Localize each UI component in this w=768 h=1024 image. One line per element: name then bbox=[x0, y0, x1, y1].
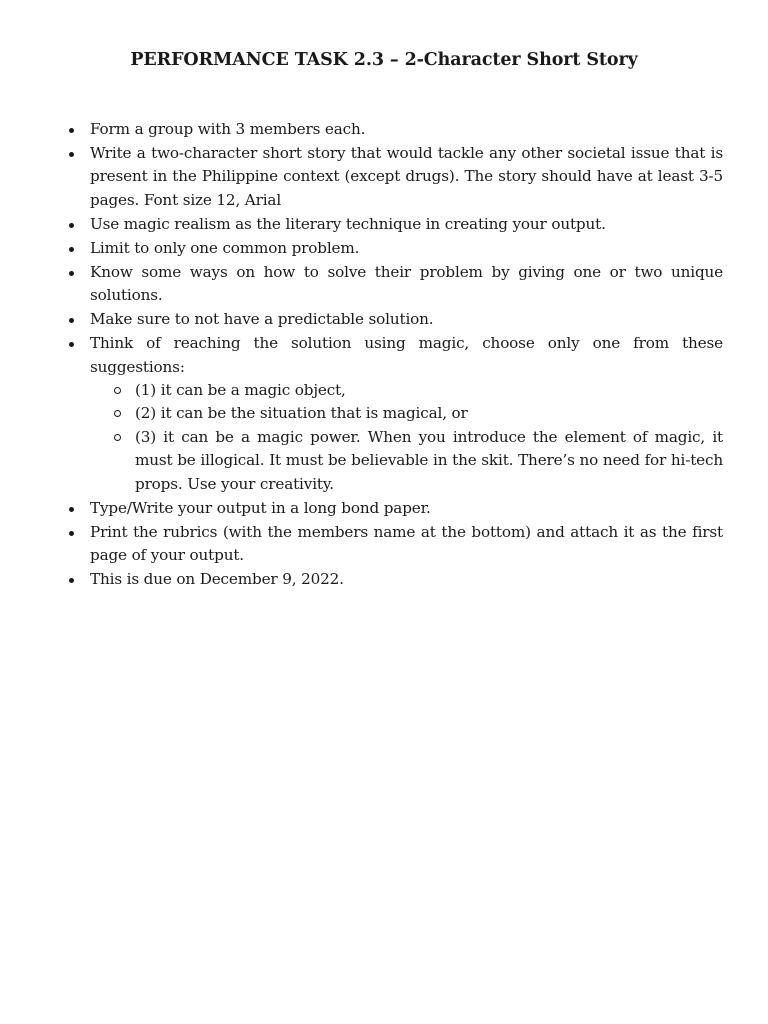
sub-list-item bbox=[112, 379, 723, 402]
bullet-icon bbox=[69, 152, 74, 157]
bullet-icon bbox=[69, 531, 74, 536]
list-item-text: This is due on December 9, 2022. bbox=[90, 570, 344, 589]
hollow-bullet-icon bbox=[114, 410, 121, 417]
bullet-icon bbox=[69, 271, 74, 276]
hollow-bullet-icon bbox=[114, 434, 121, 441]
sub-list-item bbox=[112, 426, 723, 496]
list-item bbox=[67, 568, 723, 591]
sub-list-item-text: (3) it can be a magic power. When you introduce the element of magic, it must be illogical. It must be believable in the skit. There’s no need for hi-tech props. Use your creativity. bbox=[135, 427, 723, 493]
list-item-text: Limit to only one common problem. bbox=[90, 238, 360, 257]
sub-list-item-text: (2) it can be the situation that is magical, or bbox=[135, 404, 468, 423]
list-item-text: Make sure to not have a predictable solution. bbox=[90, 310, 434, 329]
bullet-icon bbox=[69, 247, 74, 252]
list-item-text: Print the rubrics (with the members name at the bottom) and attach it as the first page of your output. bbox=[90, 522, 723, 565]
bullet-icon bbox=[69, 342, 74, 347]
bullet-icon bbox=[69, 578, 74, 583]
sub-list-item-text: (1) it can be a magic object, bbox=[135, 381, 346, 400]
list-item bbox=[67, 332, 723, 496]
list-item bbox=[67, 308, 723, 331]
list-item bbox=[67, 521, 723, 568]
bullet-icon bbox=[69, 128, 74, 133]
list-item-text: Form a group with 3 members each. bbox=[90, 120, 366, 138]
list-item-text: Think of reaching the solution using magic, choose only one from these suggestions: bbox=[90, 334, 723, 376]
list-item bbox=[67, 497, 723, 520]
bullet-icon bbox=[69, 223, 74, 228]
bullet-icon bbox=[69, 507, 74, 512]
list-item bbox=[67, 142, 723, 212]
list-item bbox=[67, 213, 723, 236]
instructions-list bbox=[67, 118, 723, 591]
list-item bbox=[67, 118, 723, 141]
magic-suggestions-list bbox=[90, 379, 723, 496]
bullet-icon bbox=[69, 318, 74, 323]
list-item bbox=[67, 261, 723, 308]
list-item-text: Know some ways on how to solve their problem by giving one or two unique solutions. bbox=[90, 262, 723, 305]
list-item-text: Type/Write your output in a long bond paper. bbox=[90, 498, 431, 517]
list-item bbox=[67, 237, 723, 260]
hollow-bullet-icon bbox=[114, 387, 121, 394]
list-item-text: Use magic realism as the literary technique in creating your output. bbox=[90, 214, 606, 233]
list-item-text: Write a two-character short story that would tackle any other societal issue that is present in the Philippine context (except drugs). The story should have at least 3-5 pages. Font size 12, Arial bbox=[90, 144, 723, 209]
sub-list-item bbox=[112, 402, 723, 425]
page-title: PERFORMANCE TASK 2.3 – 2-Character Short Story bbox=[130, 50, 638, 70]
